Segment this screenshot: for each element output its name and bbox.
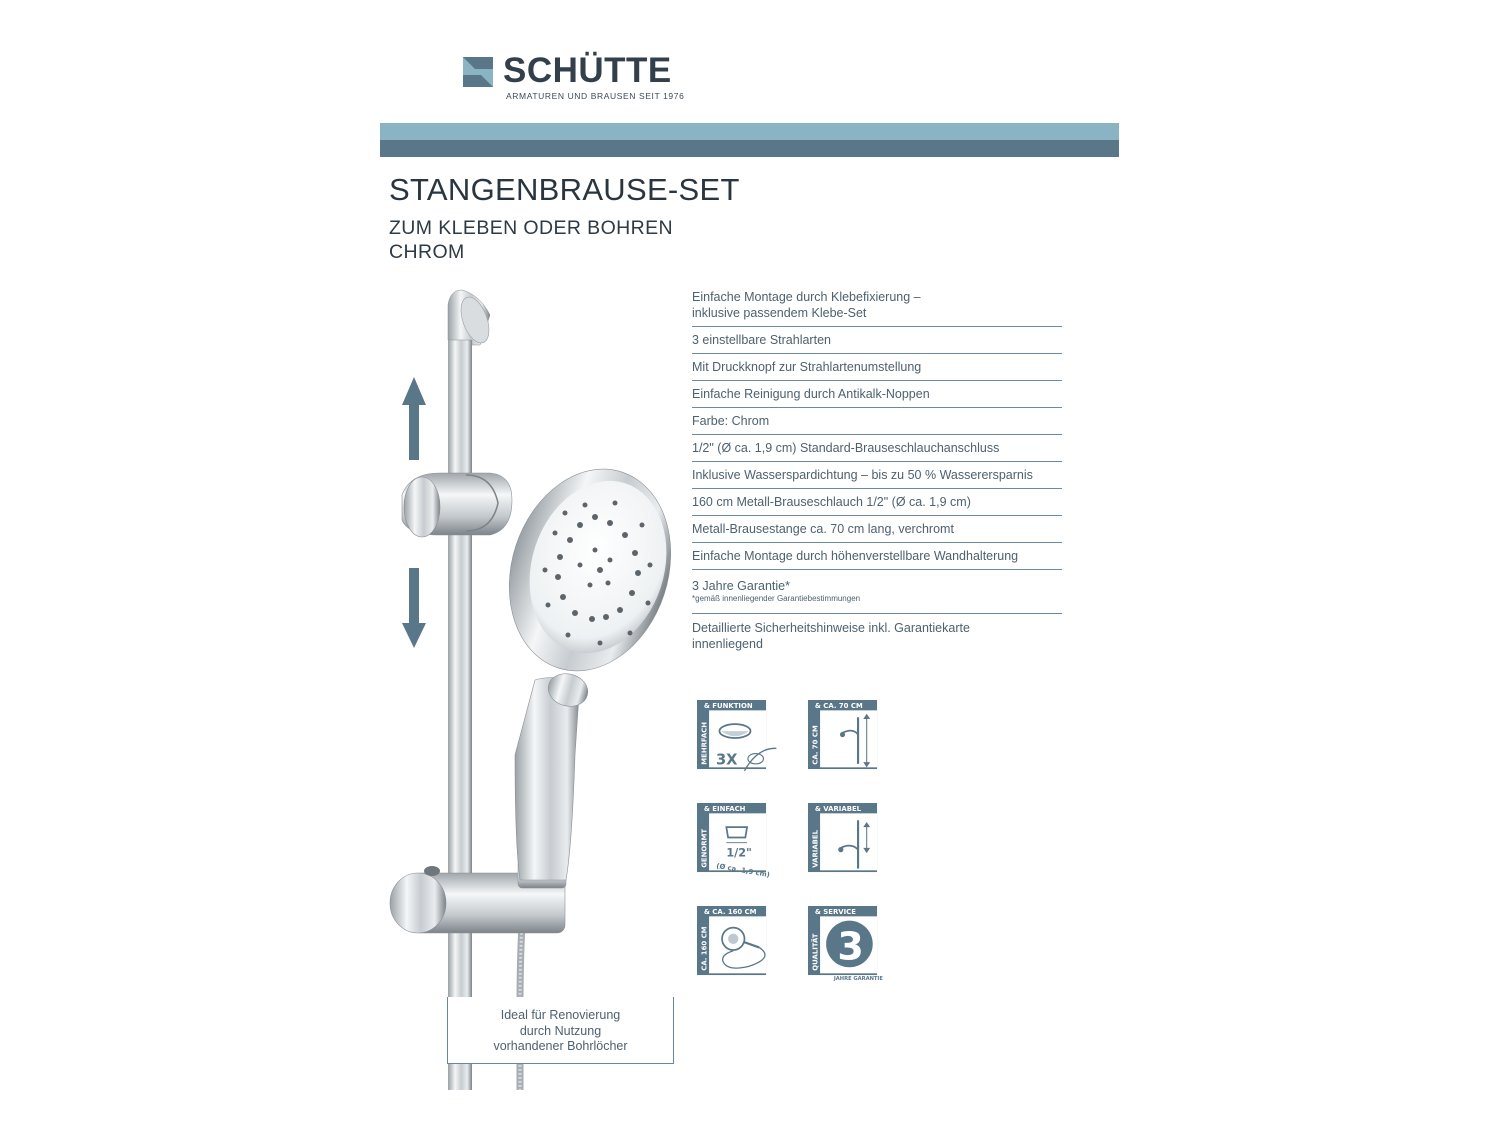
variable-height-icon: [808, 803, 890, 885]
product-subtitle-mounting: ZUM KLEBEN ODER BOHREN: [389, 217, 674, 239]
feature-text: inklusive passendem Klebe-Set: [692, 306, 867, 320]
feature-list: [692, 288, 1062, 654]
icon-top-label: & CA. 70 CM: [814, 701, 863, 710]
feature-item: [692, 489, 1062, 516]
icon-main-label: 1/2": [726, 846, 752, 860]
arrow-up-icon: [402, 377, 426, 460]
rod-length-icon: [808, 700, 890, 782]
callout-line: Ideal für Renovierung: [500, 1008, 621, 1022]
hand-shower-handle: [515, 678, 580, 881]
header-band-light: [380, 123, 1119, 140]
icon-main-label: 3X: [715, 751, 738, 769]
shower-rod: [448, 335, 472, 1090]
icon-sub-label: (Ø ca. 1,9 cm): [715, 861, 771, 880]
feature-icon-grid: [697, 700, 897, 1000]
feature-text: Inklusive Wasserspardichtung – bis zu 50 % Wasserersparnis: [692, 468, 1033, 482]
feature-item: [692, 462, 1062, 489]
feature-item: [692, 408, 1062, 435]
icon-top-label: & VARIABEL: [814, 804, 862, 813]
feature-item: [692, 614, 1062, 654]
icon-side-label: GENORMT: [700, 828, 709, 868]
icon-top-label: & SERVICE: [814, 907, 856, 916]
feature-text: Metall-Brausestange ca. 70 cm lang, verchromt: [692, 522, 954, 536]
shower-set-illustration: [380, 285, 680, 1090]
brand-name: SCHÜTTE: [503, 51, 672, 90]
standard-connection-icon: [697, 803, 779, 885]
callout-line: vorhandener Bohrlöcher: [493, 1039, 628, 1053]
product-title: STANGENBRAUSE-SET: [389, 172, 740, 207]
arrow-down-icon: [402, 568, 426, 648]
brand-tagline: ARMATUREN UND BRAUSEN SEIT 1976: [506, 91, 685, 101]
feature-footnote: *gemäß innenliegender Garantiebestimmungen: [692, 594, 861, 603]
renovation-callout: [447, 997, 674, 1064]
feature-item: [692, 381, 1062, 408]
feature-text: Einfache Reinigung durch Antikalk-Noppen: [692, 387, 930, 401]
feature-item: [692, 516, 1062, 543]
feature-text: Mit Druckknopf zur Strahlartenumstellung: [692, 360, 922, 374]
feature-item: [692, 543, 1062, 570]
brand-logo: [463, 52, 703, 104]
feature-text: 3 Jahre Garantie*: [692, 579, 790, 593]
feature-item: [692, 288, 1062, 327]
feature-item: [692, 435, 1062, 462]
icon-side-label: MEHRFACH: [700, 722, 709, 765]
icon-side-label: CA. 70 CM: [811, 725, 820, 765]
header-band-dark: [380, 140, 1119, 157]
product-subtitle-finish: CHROM: [389, 241, 465, 263]
icon-top-label: & EINFACH: [703, 804, 746, 813]
feature-text: 1/2" (Ø ca. 1,9 cm) Standard-Brauseschlauchanschluss: [692, 441, 1000, 455]
icon-sub-label: JAHRE GARANTIE: [833, 976, 883, 983]
feature-text: Farbe: Chrom: [692, 414, 770, 428]
brand-logo-mark-icon: [463, 57, 493, 87]
feature-text: innenliegend: [692, 637, 763, 651]
feature-item: [692, 327, 1062, 354]
feature-text: 3 einstellbare Strahlarten: [692, 333, 831, 347]
multi-function-icon: [697, 700, 779, 782]
feature-item: [692, 570, 1062, 614]
feature-text: Einfache Montage durch höhenverstellbare Wandhalterung: [692, 549, 1019, 563]
feature-text: Detaillierte Sicherheitshinweise inkl. Garantiekarte: [692, 621, 970, 635]
icon-side-label: VARIABEL: [811, 829, 820, 868]
callout-line: durch Nutzung: [519, 1023, 602, 1038]
icon-top-label: & CA. 160 CM: [703, 907, 757, 916]
icon-side-label: CA. 160 CM: [700, 926, 709, 971]
hose-length-icon: [697, 906, 779, 988]
warranty-icon: [808, 906, 890, 988]
icon-side-label: QUALITÄT: [811, 933, 820, 971]
feature-item: [692, 354, 1062, 381]
icon-top-label: & FUNKTION: [703, 701, 753, 710]
icon-main-label: 3: [837, 924, 864, 969]
feature-text: Einfache Montage durch Klebefixierung –: [692, 290, 921, 304]
feature-text: 160 cm Metall-Brauseschlauch 1/2" (Ø ca. 1,9 cm): [692, 495, 971, 509]
